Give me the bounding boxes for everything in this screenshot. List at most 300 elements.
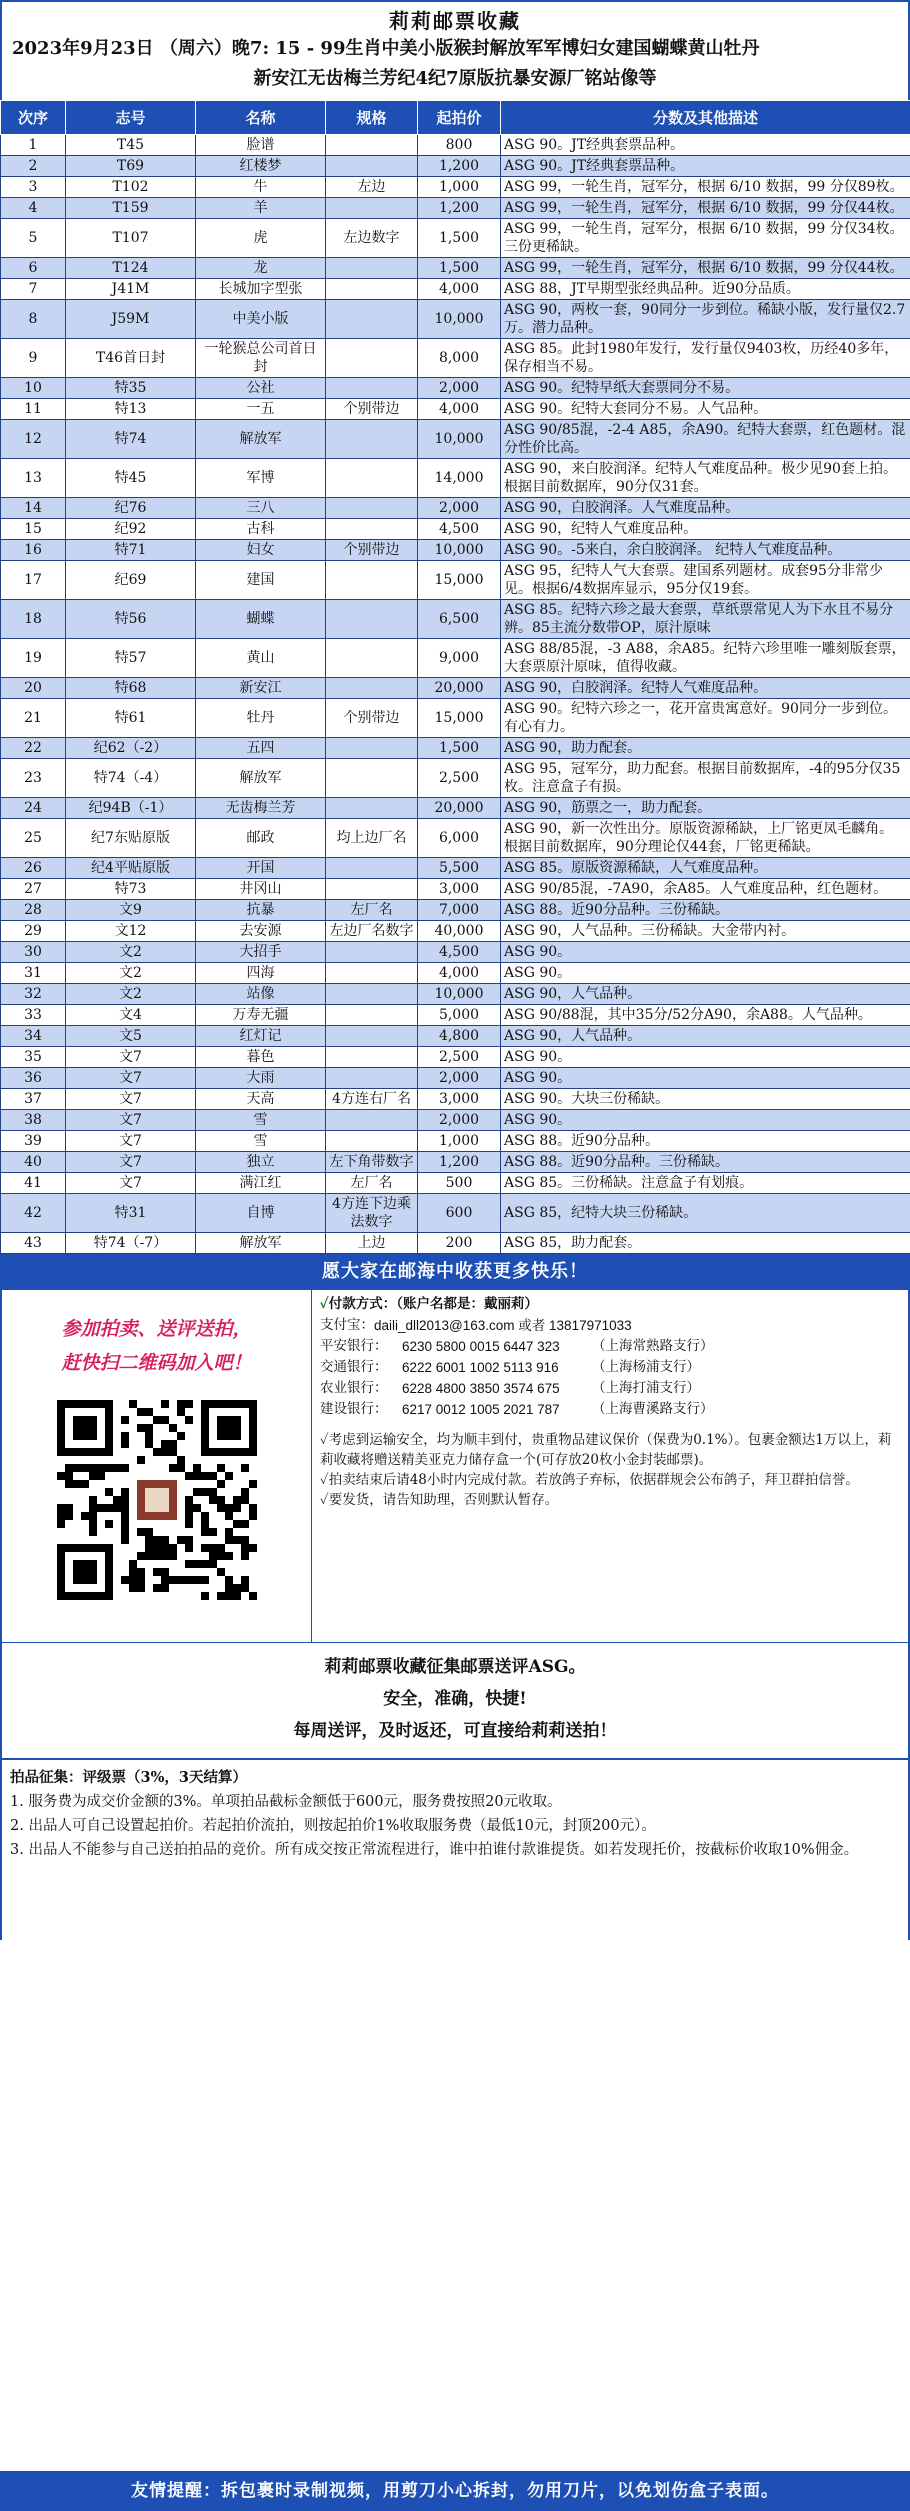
table-row xyxy=(1,459,910,498)
stamp-name-cell: 站像 xyxy=(196,984,326,1005)
stamp-id-cell: 文9 xyxy=(66,900,196,921)
rules-section xyxy=(0,1760,910,1940)
bank-list xyxy=(320,1336,900,1420)
start-price-cell: 9,000 xyxy=(418,639,501,678)
description-cell: ASG 90。 xyxy=(501,963,910,984)
spec-cell xyxy=(326,798,418,819)
lot-number-cell: 41 xyxy=(1,1173,66,1194)
lot-number-cell: 38 xyxy=(1,1110,66,1131)
stamp-id-cell: T45 xyxy=(66,135,196,156)
auction-highlights: 新安江无齿梅兰芳纪4纪7原版抗暴安源厂铭站像等 xyxy=(253,68,657,89)
spec-cell xyxy=(326,561,418,600)
lot-number-cell: 19 xyxy=(1,639,66,678)
spec-cell xyxy=(326,339,418,378)
spec-cell xyxy=(326,519,418,540)
lot-number-cell: 18 xyxy=(1,600,66,639)
description-cell: ASG 99，一轮生肖，冠军分，根据 6/10 数据，99 分仅34枚。三份更稀缺。 xyxy=(501,219,910,258)
table-row xyxy=(1,819,910,858)
col-header-name: 名称 xyxy=(196,101,326,135)
auction-schedule: 2023年9月23日 （周六）晚7: 15 - 99生肖中美小版猴封解放军军博妇女建国蝴蝶黄山牡丹 xyxy=(12,38,760,59)
stamp-id-cell: T107 xyxy=(66,219,196,258)
lot-number-cell: 29 xyxy=(1,921,66,942)
stamp-name-cell: 长城加字型张 xyxy=(196,279,326,300)
start-price-cell: 10,000 xyxy=(418,984,501,1005)
stamp-name-cell: 中美小版 xyxy=(196,300,326,339)
description-cell: ASG 95，纪特人气大套票。建国系列题材。成套95分非常少见。根据6/4数据库显示，95分仅19套。 xyxy=(501,561,910,600)
stamp-id-cell: 特35 xyxy=(66,378,196,399)
start-price-cell: 4,000 xyxy=(418,963,501,984)
description-cell: ASG 90。纪特大套同分不易。人气品种。 xyxy=(501,399,910,420)
col-header-start-price: 起拍价 xyxy=(418,101,501,135)
table-row xyxy=(1,678,910,699)
start-price-cell: 200 xyxy=(418,1233,501,1254)
stamp-id-cell: 特45 xyxy=(66,459,196,498)
stamp-name-cell: 牛 xyxy=(196,177,326,198)
bank-row: 建设银行： 6217 0012 1005 2021 787 （上海曹溪路支行） xyxy=(320,1401,714,1417)
lot-number-cell: 23 xyxy=(1,759,66,798)
stamp-name-cell: 军博 xyxy=(196,459,326,498)
lot-number-cell: 35 xyxy=(1,1047,66,1068)
start-price-cell: 1,500 xyxy=(418,258,501,279)
stamp-id-cell: 文7 xyxy=(66,1173,196,1194)
start-price-cell: 2,500 xyxy=(418,1047,501,1068)
stamp-name-cell: 蝴蝶 xyxy=(196,600,326,639)
table-row xyxy=(1,984,910,1005)
lot-number-cell: 6 xyxy=(1,258,66,279)
start-price-cell: 3,000 xyxy=(418,879,501,900)
start-price-cell: 3,000 xyxy=(418,1089,501,1110)
start-price-cell: 500 xyxy=(418,1173,501,1194)
table-row xyxy=(1,1131,910,1152)
table-row xyxy=(1,279,910,300)
lot-number-cell: 17 xyxy=(1,561,66,600)
lot-number-cell: 28 xyxy=(1,900,66,921)
lot-number-cell: 3 xyxy=(1,177,66,198)
spec-cell xyxy=(326,378,418,399)
lot-number-cell: 10 xyxy=(1,378,66,399)
rule-item: 3. 出品人不能参与自己送拍拍品的竞价。所有成交按正常流程进行，谁中拍谁付款谁提货。如若发现托价，按截标价收取10%佣金。 xyxy=(10,1842,859,1858)
stamp-name-cell: 解放军 xyxy=(196,759,326,798)
stamp-name-cell: 大招手 xyxy=(196,942,326,963)
footer-reminder: 友情提醒：拆包裹时录制视频，用剪刀小心拆封，勿用刀片，以免划伤盒子表面。 xyxy=(0,2471,910,2511)
spec-cell: 上边 xyxy=(326,1233,418,1254)
table-row xyxy=(1,198,910,219)
table-row xyxy=(1,498,910,519)
bank-row: 交通银行： 6222 6001 1002 5113 916 （上海杨浦支行） xyxy=(320,1359,700,1375)
stamp-name-cell: 天高 xyxy=(196,1089,326,1110)
note-shipping: ✓考虑到运输安全，均为顺丰到付，贵重物品建议保价（保费为0.1%）。包裹金额达1万以上，莉莉收藏将赠送精美亚克力储存盒一个(可存放20枚小金封装邮票)。 xyxy=(320,1432,892,1468)
start-price-cell: 7,000 xyxy=(418,900,501,921)
description-cell: ASG 88。近90分品种。三份稀缺。 xyxy=(501,1152,910,1173)
stamp-name-cell: 古科 xyxy=(196,519,326,540)
spec-cell xyxy=(326,135,418,156)
table-row xyxy=(1,561,910,600)
stamp-name-cell: 无齿梅兰芳 xyxy=(196,798,326,819)
description-cell: ASG 88。近90分品种。 xyxy=(501,1131,910,1152)
stamp-id-cell: T102 xyxy=(66,177,196,198)
spec-cell xyxy=(326,879,418,900)
table-row xyxy=(1,135,910,156)
start-price-cell: 1,200 xyxy=(418,1152,501,1173)
start-price-cell: 15,000 xyxy=(418,561,501,600)
start-price-cell: 1,000 xyxy=(418,1131,501,1152)
promo-panel xyxy=(2,1290,312,1642)
spec-cell xyxy=(326,600,418,639)
table-row xyxy=(1,540,910,561)
alipay-row xyxy=(320,1315,900,1336)
alipay-value[interactable]: daili_dll2013@163.com 或者 13817971033 xyxy=(374,1318,632,1333)
table-row xyxy=(1,699,910,738)
spec-cell: 左边 xyxy=(326,177,418,198)
spec-cell: 个别带边 xyxy=(326,699,418,738)
table-row xyxy=(1,519,910,540)
notes-list xyxy=(320,1430,900,1510)
stamp-id-cell: T124 xyxy=(66,258,196,279)
stamp-name-cell: 雪 xyxy=(196,1131,326,1152)
stamp-id-cell: T159 xyxy=(66,198,196,219)
qr-code-icon[interactable] xyxy=(57,1400,257,1600)
stamp-id-cell: 特73 xyxy=(66,879,196,900)
description-cell: ASG 90。纪特早纸大套票同分不易。 xyxy=(501,378,910,399)
start-price-cell: 10,000 xyxy=(418,300,501,339)
stamp-id-cell: 特74（-7） xyxy=(66,1233,196,1254)
start-price-cell: 1,000 xyxy=(418,177,501,198)
spec-cell: 左厂名 xyxy=(326,900,418,921)
lot-number-cell: 4 xyxy=(1,198,66,219)
lot-number-cell: 11 xyxy=(1,399,66,420)
description-cell: ASG 85。此封1980年发行，发行量仅9403枚，历经40多年，保存相当不易。 xyxy=(501,339,910,378)
start-price-cell: 14,000 xyxy=(418,459,501,498)
table-row xyxy=(1,858,910,879)
lot-number-cell: 13 xyxy=(1,459,66,498)
stamp-id-cell: 文2 xyxy=(66,942,196,963)
table-row xyxy=(1,900,910,921)
stamp-id-cell: 纪94B（-1） xyxy=(66,798,196,819)
table-row xyxy=(1,399,910,420)
description-cell: ASG 90。大块三份稀缺。 xyxy=(501,1089,910,1110)
table-row xyxy=(1,156,910,177)
spec-cell xyxy=(326,738,418,759)
lot-number-cell: 34 xyxy=(1,1026,66,1047)
lot-number-cell: 16 xyxy=(1,540,66,561)
stamp-id-cell: 文5 xyxy=(66,1026,196,1047)
col-header-stamp-id: 志号 xyxy=(66,101,196,135)
description-cell: ASG 90，人气品种。 xyxy=(501,1026,910,1047)
table-row xyxy=(1,1026,910,1047)
start-price-cell: 2,000 xyxy=(418,1068,501,1089)
start-price-cell: 15,000 xyxy=(418,699,501,738)
recruit-line-1: 莉莉邮票收藏征集邮票送评ASG。 xyxy=(324,1657,586,1677)
lot-number-cell: 20 xyxy=(1,678,66,699)
stamp-name-cell: 独立 xyxy=(196,1152,326,1173)
description-cell: ASG 90。 xyxy=(501,1047,910,1068)
start-price-cell: 10,000 xyxy=(418,540,501,561)
spec-cell xyxy=(326,759,418,798)
description-cell: ASG 88，JT早期型张经典品种。近90分品质。 xyxy=(501,279,910,300)
start-price-cell: 10,000 xyxy=(418,420,501,459)
start-price-cell: 20,000 xyxy=(418,798,501,819)
lot-number-cell: 12 xyxy=(1,420,66,459)
table-row xyxy=(1,963,910,984)
spec-cell: 4方连右厂名 xyxy=(326,1089,418,1110)
recruit-section xyxy=(0,1642,910,1760)
start-price-cell: 1,500 xyxy=(418,219,501,258)
stamp-id-cell: 文4 xyxy=(66,1005,196,1026)
stamp-name-cell: 开国 xyxy=(196,858,326,879)
stamp-id-cell: 文7 xyxy=(66,1068,196,1089)
stamp-name-cell: 脸谱 xyxy=(196,135,326,156)
description-cell: ASG 85。纪特六珍之最大套票，草纸票常见人为下水且不易分辨。85主流分数带OP，原汁原味 xyxy=(501,600,910,639)
description-cell: ASG 90。JT经典套票品种。 xyxy=(501,135,910,156)
description-cell: ASG 90，助力配套。 xyxy=(501,738,910,759)
stamp-name-cell: 虎 xyxy=(196,219,326,258)
lot-number-cell: 15 xyxy=(1,519,66,540)
table-row xyxy=(1,339,910,378)
description-cell: ASG 90，人气品种。 xyxy=(501,984,910,1005)
start-price-cell: 6,000 xyxy=(418,819,501,858)
spec-cell xyxy=(326,1026,418,1047)
table-row xyxy=(1,879,910,900)
lot-number-cell: 5 xyxy=(1,219,66,258)
start-price-cell: 8,000 xyxy=(418,339,501,378)
start-price-cell: 4,800 xyxy=(418,1026,501,1047)
start-price-cell: 4,500 xyxy=(418,519,501,540)
start-price-cell: 800 xyxy=(418,135,501,156)
start-price-cell: 2,000 xyxy=(418,498,501,519)
description-cell: ASG 90，人气品种。三份稀缺。大金带内衬。 xyxy=(501,921,910,942)
stamp-id-cell: 特13 xyxy=(66,399,196,420)
stamp-id-cell: 纪76 xyxy=(66,498,196,519)
spec-cell xyxy=(326,984,418,1005)
stamp-id-cell: 特31 xyxy=(66,1194,196,1233)
description-cell: ASG 85。三份稀缺。注意盒子有划痕。 xyxy=(501,1173,910,1194)
lot-number-cell: 42 xyxy=(1,1194,66,1233)
lot-number-cell: 39 xyxy=(1,1131,66,1152)
start-price-cell: 600 xyxy=(418,1194,501,1233)
table-row xyxy=(1,942,910,963)
description-cell: ASG 85，助力配套。 xyxy=(501,1233,910,1254)
stamp-name-cell: 红灯记 xyxy=(196,1026,326,1047)
spec-cell xyxy=(326,459,418,498)
table-row xyxy=(1,300,910,339)
stamp-name-cell: 四海 xyxy=(196,963,326,984)
spec-cell xyxy=(326,279,418,300)
table-row xyxy=(1,258,910,279)
spec-cell: 个别带边 xyxy=(326,399,418,420)
description-cell: ASG 90，白胶润泽。人气难度品种。 xyxy=(501,498,910,519)
table-row xyxy=(1,1152,910,1173)
table-row xyxy=(1,798,910,819)
description-cell: ASG 90/85混，-2-4 A85，余A90。纪特大套票，红色题材。混分性价比高。 xyxy=(501,420,910,459)
col-header-description: 分数及其他描述 xyxy=(501,101,910,135)
spec-cell xyxy=(326,258,418,279)
payment-panel xyxy=(312,1290,908,1642)
spec-cell: 4方连下边乘法数字 xyxy=(326,1194,418,1233)
lot-number-cell: 33 xyxy=(1,1005,66,1026)
stamp-name-cell: 暮色 xyxy=(196,1047,326,1068)
spec-cell xyxy=(326,156,418,177)
stamp-id-cell: 文7 xyxy=(66,1110,196,1131)
spec-cell xyxy=(326,498,418,519)
spec-cell xyxy=(326,1131,418,1152)
description-cell: ASG 90。-5来白，余白胶润泽。 纪特人气难度品种。 xyxy=(501,540,910,561)
description-cell: ASG 90/85混，-7A90，余A85。人气难度品种，红色题材。 xyxy=(501,879,910,900)
spec-cell xyxy=(326,942,418,963)
table-row xyxy=(1,1005,910,1026)
page-title: 莉莉邮票收藏 xyxy=(389,9,521,33)
stamp-id-cell: 文2 xyxy=(66,963,196,984)
stamp-name-cell: 解放军 xyxy=(196,420,326,459)
stamp-id-cell: 纪62（-2） xyxy=(66,738,196,759)
table-row xyxy=(1,1068,910,1089)
table-row xyxy=(1,219,910,258)
stamp-id-cell: J41M xyxy=(66,279,196,300)
table-row xyxy=(1,378,910,399)
greeting-banner: 愿大家在邮海中收获更多快乐！ xyxy=(0,1254,910,1290)
lot-number-cell: 37 xyxy=(1,1089,66,1110)
stamp-name-cell: 建国 xyxy=(196,561,326,600)
lot-number-cell: 27 xyxy=(1,879,66,900)
spec-cell: 左厂名 xyxy=(326,1173,418,1194)
table-row xyxy=(1,1194,910,1233)
note-delivery: ✓要发货，请告知助理，否则默认暂存。 xyxy=(320,1492,559,1508)
stamp-name-cell: 新安江 xyxy=(196,678,326,699)
description-cell: ASG 90。 xyxy=(501,1110,910,1131)
description-cell: ASG 90，筋票之一，助力配套。 xyxy=(501,798,910,819)
stamp-name-cell: 牡丹 xyxy=(196,699,326,738)
stamp-id-cell: T69 xyxy=(66,156,196,177)
spec-cell xyxy=(326,1047,418,1068)
start-price-cell: 4,000 xyxy=(418,399,501,420)
stamp-name-cell: 抗暴 xyxy=(196,900,326,921)
description-cell: ASG 90，两枚一套，90同分一步到位。稀缺小版，发行量仅2.7万。潜力品种。 xyxy=(501,300,910,339)
lot-number-cell: 36 xyxy=(1,1068,66,1089)
lot-number-cell: 31 xyxy=(1,963,66,984)
lot-number-cell: 8 xyxy=(1,300,66,339)
stamp-name-cell: 去安源 xyxy=(196,921,326,942)
stamp-id-cell: 文2 xyxy=(66,984,196,1005)
stamp-id-cell: 特71 xyxy=(66,540,196,561)
spec-cell xyxy=(326,639,418,678)
spec-cell xyxy=(326,858,418,879)
description-cell: ASG 90。 xyxy=(501,1068,910,1089)
description-cell: ASG 90/88混，其中35分/52分A90，余A88。人气品种。 xyxy=(501,1005,910,1026)
stamp-id-cell: 纪69 xyxy=(66,561,196,600)
description-cell: ASG 90，纪特人气难度品种。 xyxy=(501,519,910,540)
stamp-id-cell: 纪92 xyxy=(66,519,196,540)
bank-row: 农业银行： 6228 4800 3850 3574 675 （上海打浦支行） xyxy=(320,1380,700,1396)
stamp-id-cell: T46首日封 xyxy=(66,339,196,378)
start-price-cell: 40,000 xyxy=(418,921,501,942)
stamp-name-cell: 满江红 xyxy=(196,1173,326,1194)
stamp-id-cell: 纪4平贴原版 xyxy=(66,858,196,879)
table-row xyxy=(1,420,910,459)
lot-number-cell: 1 xyxy=(1,135,66,156)
page-header xyxy=(0,0,910,100)
description-cell: ASG 90，新一次性出分。原版资源稀缺，上厂铭更凤毛麟角。根据目前数据库，90分理论仅44套，厂铭更稀缺。 xyxy=(501,819,910,858)
start-price-cell: 5,000 xyxy=(418,1005,501,1026)
lots-table xyxy=(0,100,910,1254)
stamp-name-cell: 雪 xyxy=(196,1110,326,1131)
stamp-id-cell: 文7 xyxy=(66,1047,196,1068)
start-price-cell: 1,200 xyxy=(418,198,501,219)
alipay-label: 支付宝： xyxy=(320,1317,374,1333)
stamp-name-cell: 公社 xyxy=(196,378,326,399)
start-price-cell: 1,500 xyxy=(418,738,501,759)
lot-number-cell: 24 xyxy=(1,798,66,819)
lot-number-cell: 32 xyxy=(1,984,66,1005)
start-price-cell: 4,000 xyxy=(418,279,501,300)
stamp-id-cell: 特56 xyxy=(66,600,196,639)
payment-title: ✓付款方式：（账户名都是：戴丽莉） xyxy=(320,1296,538,1312)
lot-number-cell: 30 xyxy=(1,942,66,963)
table-row xyxy=(1,1233,910,1254)
col-header-number: 次序 xyxy=(1,101,66,135)
rules-title: 拍品征集：评级票（3%，3天结算） xyxy=(10,1769,247,1786)
lot-number-cell: 40 xyxy=(1,1152,66,1173)
spec-cell: 均上边厂名 xyxy=(326,819,418,858)
description-cell: ASG 88/85混，-3 A88，余A85。纪特六珍里唯一雕刻版套票，大套票原汁原味，值得收藏。 xyxy=(501,639,910,678)
description-cell: ASG 85。原版资源稀缺，人气难度品种。 xyxy=(501,858,910,879)
spec-cell xyxy=(326,1068,418,1089)
stamp-id-cell: 文7 xyxy=(66,1131,196,1152)
bank-row: 平安银行： 6230 5800 0015 6447 323 （上海常熟路支行） xyxy=(320,1338,714,1354)
table-row xyxy=(1,1110,910,1131)
spec-cell xyxy=(326,1110,418,1131)
description-cell: ASG 99，一轮生肖，冠军分，根据 6/10 数据，99 分仅44枚。 xyxy=(501,198,910,219)
start-price-cell: 4,500 xyxy=(418,942,501,963)
stamp-name-cell: 妇女 xyxy=(196,540,326,561)
lot-number-cell: 26 xyxy=(1,858,66,879)
table-row xyxy=(1,1173,910,1194)
table-row xyxy=(1,1047,910,1068)
stamp-name-cell: 龙 xyxy=(196,258,326,279)
description-cell: ASG 99，一轮生肖，冠军分，根据 6/10 数据，99 分仅44枚。 xyxy=(501,258,910,279)
start-price-cell: 6,500 xyxy=(418,600,501,639)
description-cell: ASG 99，一轮生肖，冠军分，根据 6/10 数据，99 分仅89枚。 xyxy=(501,177,910,198)
description-cell: ASG 90。纪特六珍之一，花开富贵寓意好。90同分一步到位。有心有力。 xyxy=(501,699,910,738)
lot-number-cell: 14 xyxy=(1,498,66,519)
start-price-cell: 2,000 xyxy=(418,1110,501,1131)
promo-line-2: 赶快扫二维码加入吧！ xyxy=(61,1352,252,1374)
stamp-name-cell: 五四 xyxy=(196,738,326,759)
stamp-id-cell: 文7 xyxy=(66,1089,196,1110)
description-cell: ASG 90。 xyxy=(501,942,910,963)
note-payment-deadline: ✓拍卖结束后请48小时内完成付款。若放鸽子弃标，依据群规会公布鸽子，拜卫群拍信誉。 xyxy=(320,1472,859,1488)
rule-item: 1. 服务费为成交价金额的3%。单项拍品截标金额低于600元，服务费按照20元收取。 xyxy=(10,1794,562,1810)
spec-cell xyxy=(326,678,418,699)
stamp-id-cell: 特68 xyxy=(66,678,196,699)
stamp-name-cell: 解放军 xyxy=(196,1233,326,1254)
table-row xyxy=(1,1089,910,1110)
lot-number-cell: 43 xyxy=(1,1233,66,1254)
stamp-name-cell: 邮政 xyxy=(196,819,326,858)
stamp-id-cell: 文7 xyxy=(66,1152,196,1173)
stamp-id-cell: 特74 xyxy=(66,420,196,459)
start-price-cell: 20,000 xyxy=(418,678,501,699)
stamp-id-cell: 特61 xyxy=(66,699,196,738)
lot-number-cell: 21 xyxy=(1,699,66,738)
description-cell: ASG 95，冠军分，助力配套。根据目前数据库，-4的95分仅35枚。注意盒子有损。 xyxy=(501,759,910,798)
lot-number-cell: 22 xyxy=(1,738,66,759)
spec-cell xyxy=(326,420,418,459)
stamp-name-cell: 大雨 xyxy=(196,1068,326,1089)
promo-line-1: 参加拍卖、送评送拍， xyxy=(61,1318,252,1340)
description-cell: ASG 90，来白胶润泽。纪特人气难度品种。极少见90套上拍。根据目前数据库，90分仅31套。 xyxy=(501,459,910,498)
lot-number-cell: 7 xyxy=(1,279,66,300)
col-header-spec: 规格 xyxy=(326,101,418,135)
description-cell: ASG 90，白胶润泽。纪特人气难度品种。 xyxy=(501,678,910,699)
